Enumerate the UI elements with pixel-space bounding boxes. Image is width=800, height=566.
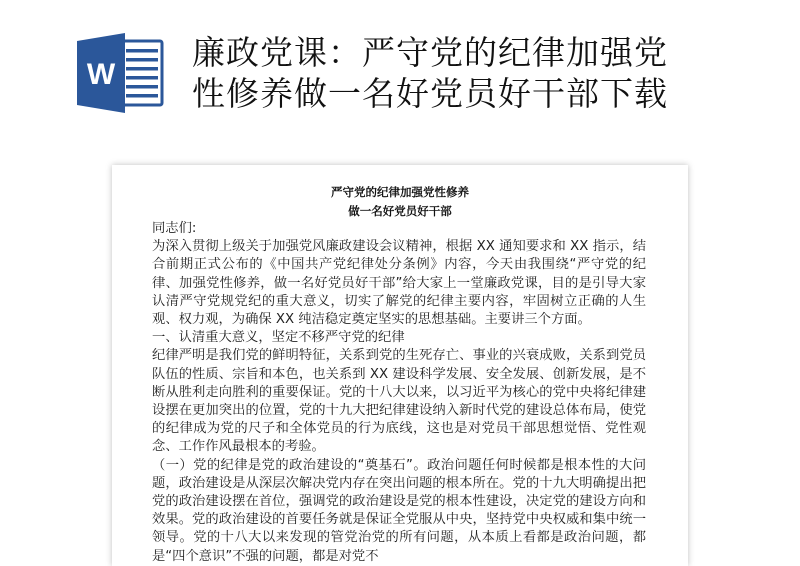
title-line: 廉政党课：严守党的纪律加强党: [192, 33, 668, 72]
paragraph: 为深入贯彻上级关于加强党风廉政建设会议精神，根据 XX 通知要求和 XX 指示，结合前期正式公布的《中国共产党纪律处分条例》内容，今天由我围绕“严守党的纪律、加强党性修养，做一名好党员好干部”给大家上一堂廉政党课，目的是引导大家认清严守党规党纪的重大意义，切实了解党的纪律主要内容，牢固树立正确的人生观、权力观，为确保 XX 纯洁稳定奠定坚实的思想基础。主要讲三个方面。: [152, 239, 646, 328]
document-body: [152, 220, 646, 566]
salutation: 同志们:: [152, 221, 197, 236]
page-title: [192, 32, 668, 114]
paragraph: 纪律严明是我们党的鲜明特征，关系到党的生死存亡、事业的兴衰成败，关系到党员队伍的性质、宗旨和本色，也关系到 XX 建设科学发展、安全发展、创新发展，是不断从胜利走向胜利的重要保证。党的十八大以来，以习近平为核心的党中央将纪律建设摆在更加突出的位置，党的十九大把纪律建设纳入新时代党的建设总体布局，使党的纪律成为党的尺子和全体党员的行为底线，这也是对党员干部思想觉悟、党性观念、工作作风最根本的考验。: [152, 348, 646, 455]
document-page: [112, 165, 688, 566]
section-heading: 一、认清重大意义，坚定不移严守党的纪律: [152, 330, 405, 346]
paragraph: （一）党的纪律是党的政治建设的“奠基石”。政治问题任何时候都是根本性的大问题，政治建设是从深层次解决党内存在突出问题的根本所在。党的十九大明确提出把党的政治建设摆在首位，强调党的政治建设是党的根本性建设，决定党的建设方向和效果。党的政治建设的首要任务就是保证全党服从中央，坚持党中央权威和集中统一领导。党的十八大以来发现的管党治党的所有问题，从本质上看都是政治问题，都是“四个意识”不强的问题，都是对党不: [152, 457, 646, 564]
svg-text:W: W: [86, 58, 116, 91]
document-subtitle: 做一名好党员好干部: [348, 204, 452, 218]
title-line: 性修养做一名好党员好干部下载: [192, 74, 668, 113]
word-icon: [76, 33, 164, 113]
document-title: 严守党的纪律加强党性修养: [331, 185, 469, 199]
